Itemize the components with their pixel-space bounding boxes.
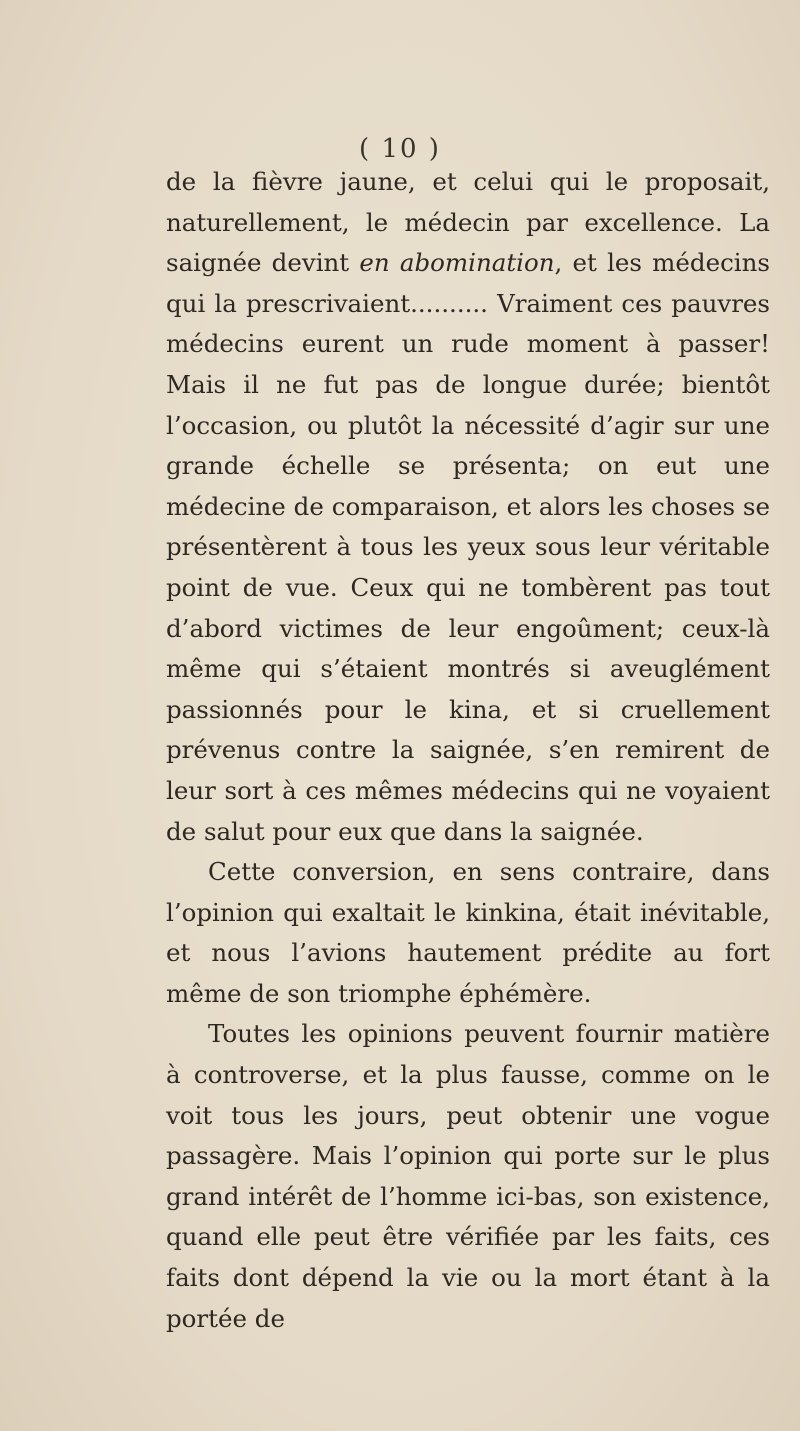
paragraph-1-text-b: , et les médecins qui la prescrivaient.......... Vraiment ces pauvres médecins eurent un rude moment à passer! Mais il ne fut pas de longue durée; bientôt l’occasion, ou plutôt la nécessité d’agir sur une grande échelle se présenta; on eut une médecine de comparaison, et alors les choses se présentèrent à tous les yeux sous leur véritable point de vue. Ceux qui ne tombèrent pas tout d’abord victimes de leur engoûment; ceux-là même qui s’étaient montrés si aveuglément passionnés pour le kina, et si cruellement prévenus contre la saignée, s’en remirent de leur sort à ces mêmes médecins qui ne voyaient de salut pour eux que dans la saignée. bbox=[166, 248, 770, 846]
page-number: ( 10 ) bbox=[359, 134, 441, 164]
paragraph-2: Cette conversion, en sens contraire, dans l’opinion qui exaltait le kinkina, était inévitable, et nous l’avions hautement prédite au fort même de son triomphe éphémère. bbox=[166, 857, 770, 1008]
paragraph-1-text-a: de la fièvre jaune, et celui qui le proposait, naturellement, le médecin par excellence. La saignée devint bbox=[166, 167, 770, 278]
body-text bbox=[166, 162, 770, 1339]
paragraph-1 bbox=[166, 162, 770, 852]
paragraph-1-italic: en abomination bbox=[359, 248, 555, 278]
paragraph-3: Toutes les opinions peuvent fournir matière à controverse, et la plus fausse, comme on le voit tous les jours, peut obtenir une vogue passagère. Mais l’opinion qui porte sur le plus grand intérêt de l’homme ici-bas, son existence, quand elle peut être vérifiée par les faits, ces faits dont dépend la vie ou la mort étant à la portée de bbox=[166, 1019, 770, 1333]
